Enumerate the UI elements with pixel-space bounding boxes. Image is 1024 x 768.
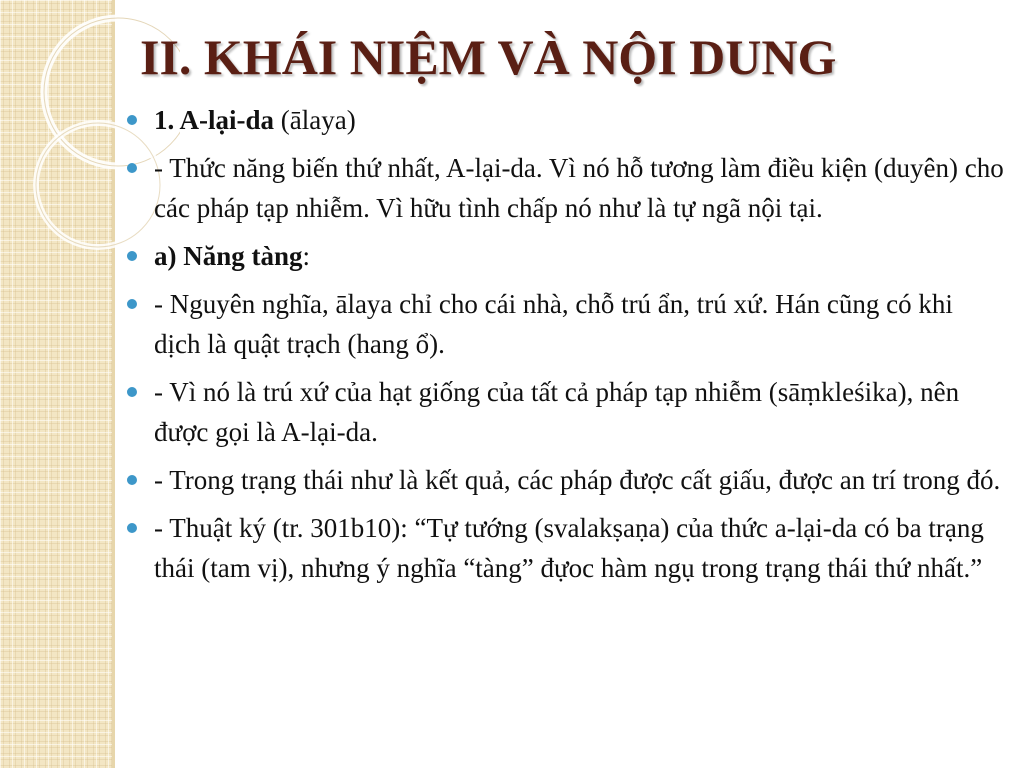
list-item [124, 148, 1004, 228]
item-text: - Nguyên nghĩa, ālaya chỉ cho cái nhà, chỗ trú ẩn, trú xứ. Hán cũng có khi dịch là quật trạch (hang ổ). [154, 289, 953, 359]
item-text: (ālaya) [274, 105, 356, 135]
list-item [124, 460, 1004, 500]
list-item [124, 508, 1004, 588]
list-item [124, 100, 1004, 140]
slide-title: II. KHÁI NIỆM VÀ NỘI DUNG [140, 29, 837, 85]
item-text: - Vì nó là trú xứ của hạt giống của tất cả pháp tạp nhiễm (sāṃkleśika), nên được gọi là A-lại-da. [154, 377, 960, 447]
item-text: - Thuật ký (tr. 301b10): “Tự tướng (svalakṣaṇa) của thức a-lại-da có ba trạng thái (tam vị), nhưng ý nghĩa “tàng” đựoc hàm ngụ trong trạng thái thứ nhất.” [154, 513, 984, 583]
bullet-icon [127, 387, 137, 397]
bullet-icon [127, 523, 137, 533]
item-heading: 1. A-lại-da [154, 105, 275, 135]
item-heading: a) Năng tàng [154, 241, 303, 271]
item-text: - Trong trạng thái như là kết quả, các pháp được cất giấu, được an trí trong đó. [154, 465, 1001, 495]
list-item [124, 284, 1004, 364]
list-item [124, 236, 1004, 276]
list-item [124, 372, 1004, 452]
bullet-icon [127, 251, 137, 261]
bullet-icon [127, 163, 137, 173]
bullet-icon [127, 299, 137, 309]
item-text: : [302, 241, 311, 271]
bullet-icon [127, 475, 137, 485]
bullet-list [124, 100, 1004, 596]
item-text: - Thức năng biến thứ nhất, A-lại-da. Vì nó hỗ tương làm điều kiện (duyên) cho các pháp tạp nhiễm. Vì hữu tình chấp nó như là tự ngã nội tại. [154, 153, 1004, 223]
bullet-icon [127, 115, 137, 125]
